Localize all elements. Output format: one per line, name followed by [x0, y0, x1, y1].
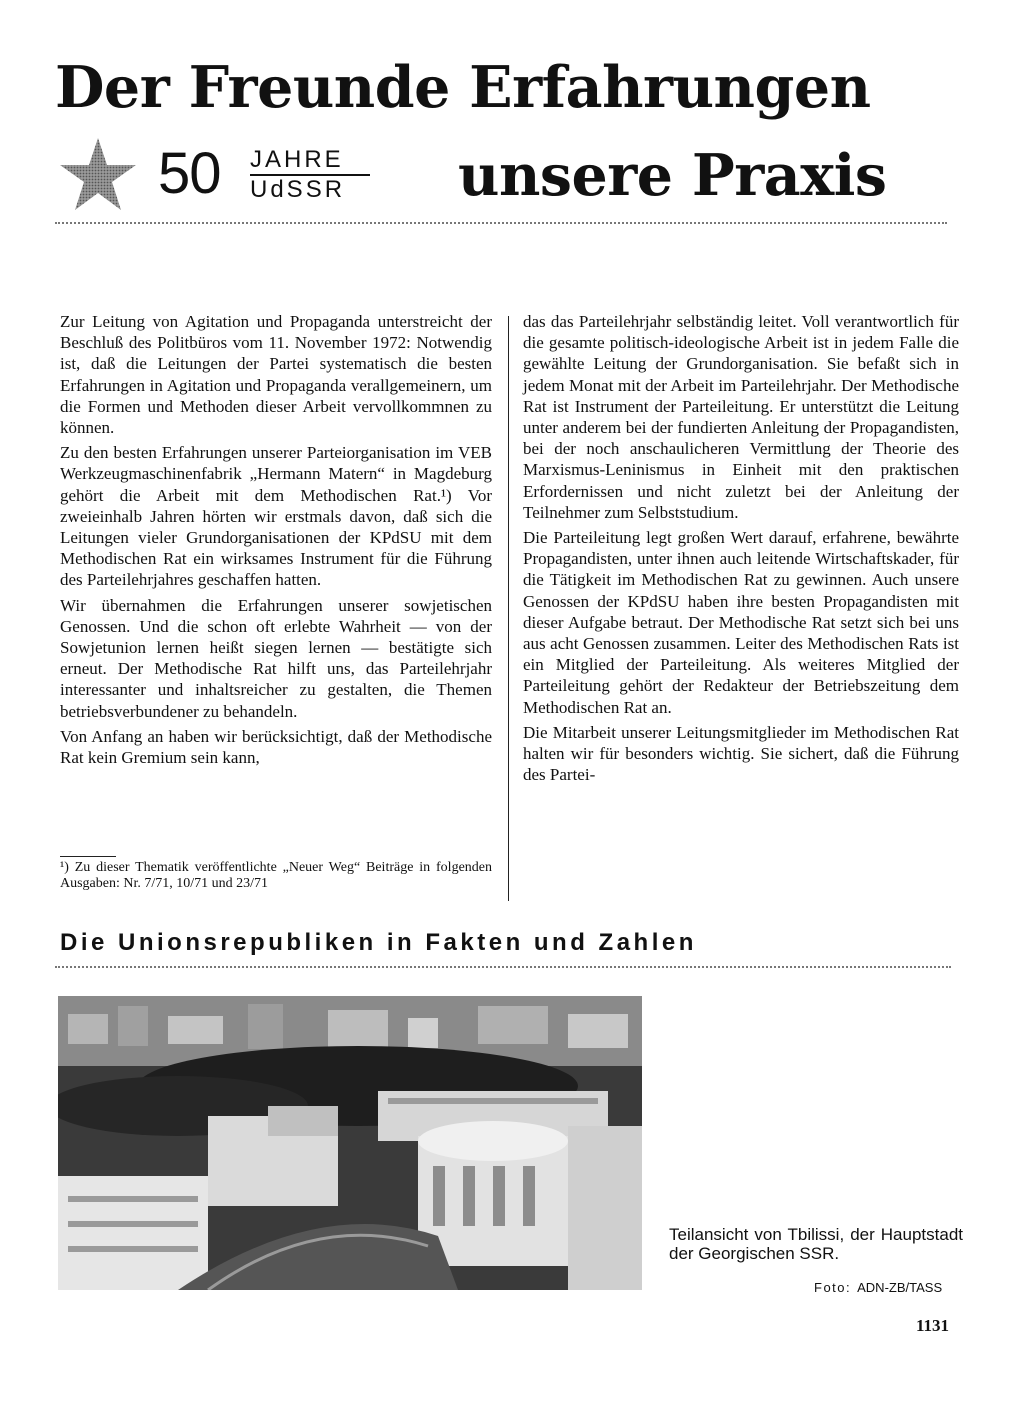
headline-line-2: unsere Praxis [458, 142, 887, 209]
section-heading: Die Unionsrepubliken in Fakten und Zahlen [60, 929, 697, 956]
city-photo [58, 996, 642, 1290]
anniversary-word-jahre: JAHRE [250, 148, 370, 176]
header-rule [55, 222, 947, 224]
photo-credit-label: Foto: [814, 1280, 852, 1295]
paragraph: Zu den besten Erfahrungen unserer Parteiorganisation im VEB Werkzeugmaschinenfabrik „Hermann Matern“ in Magdeburg gehört die Arbeit mit dem Methodischen Rat.¹) Vor zweieinhalb Jahren hörten wir erstmals davon, daß sich die Leitungen vieler Grundorganisationen der KPdSU mit dem Methodischen Rat ein wirksames Instrument für die Führung des Parteilehrjahres geschaffen hatten. [60, 443, 492, 590]
footnote: ¹) Zu dieser Thematik veröffentlichte „Neuer Weg“ Beiträge in folgenden Ausgaben: Nr. 7/71, 10/71 und 23/71 [60, 860, 492, 891]
photo-caption: Teilansicht von Tbilissi, der Hauptstadt der Georgischen SSR. [669, 1225, 963, 1263]
footnote-rule [60, 856, 116, 857]
anniversary-badge [250, 148, 370, 202]
paragraph: Die Mitarbeit unserer Leitungsmitglieder im Methodischen Rat halten wir für besonders wichtig. Sie sichert, daß die Führung des Partei- [523, 722, 959, 785]
paragraph: Die Parteileitung legt großen Wert darauf, erfahrene, bewährte Propagandisten, unter ihnen auch leitende Wirtschaftskader, für die Tätigkeit im Methodischen Rat zu gewinnen. Auch unsere Genossen der KPdSU haben ihre besten Propagandisten mit dieser Aufgabe betraut. Der Methodische Rat setzt sich bei uns aus acht Genossen zusammen. Leiter des Methodischen Rats ist ein Mitglied der Parteileitung. Als weiteres Mitglied der Parteileitung gehört der Redakteur der Betriebszeitung dem Methodischen Rat an. [523, 528, 959, 717]
headline-line-1: Der Freunde Erfahrungen [55, 54, 871, 121]
photo-credit-value: ADN-ZB/TASS [857, 1280, 943, 1295]
section-rule [55, 966, 951, 968]
photo-credit [814, 1280, 942, 1295]
paragraph: Von Anfang an haben wir berücksichtigt, daß der Methodische Rat kein Gremium sein kann, [60, 726, 492, 768]
article-column-2 [523, 311, 959, 789]
star-icon [58, 136, 138, 212]
anniversary-number: 50 [158, 141, 221, 206]
article-column-1 [60, 311, 492, 772]
paragraph: das das Parteilehrjahr selbständig leitet. Voll verantwortlich für die gesamte politisch-ideologische Arbeit ist in jedem Falle die gewählte Leitung der Grundorganisation. Sie befaßt sich in jedem Monat mit der Arbeit im Parteilehrjahr. Der Methodische Rat ist Instrument der Parteileitung. Er unterstützt die Leitung unter anderem bei der fundierten Anleitung der Propagandisten, bei der noch anschaulicheren Vermittlung der Theorie des Marxismus-Leninismus in Einheit mit den praktischen Erfordernissen und nicht zuletzt bei der Anleitung der Teilnehmer zum Selbststudium. [523, 312, 959, 522]
paragraph: Wir übernahmen die Erfahrungen unserer sowjetischen Genossen. Und die schon oft erlebte Wahrheit — von der Sowjetunion lernen heißt siegen lernen — bestätigte sich erneut. Der Methodische Rat hilft uns, das Parteilehrjahr interessanter und inhaltsreicher zu gestalten, die Themen betriebsverbundener zu behandeln. [60, 595, 492, 721]
paragraph: Zur Leitung von Agitation und Propaganda unterstreicht der Beschluß des Politbüros vom 11. November 1972: Notwendig ist, daß die Leitungen der Partei systematisch die besten Erfahrungen in Agitation und Propaganda verallgemeinern, um die Formen und Methoden dieser Arbeit vervollkommnen zu können. [60, 312, 492, 438]
page-number: 1131 [916, 1316, 950, 1335]
anniversary-word-udssr: UdSSR [250, 176, 346, 203]
column-divider [508, 316, 509, 901]
